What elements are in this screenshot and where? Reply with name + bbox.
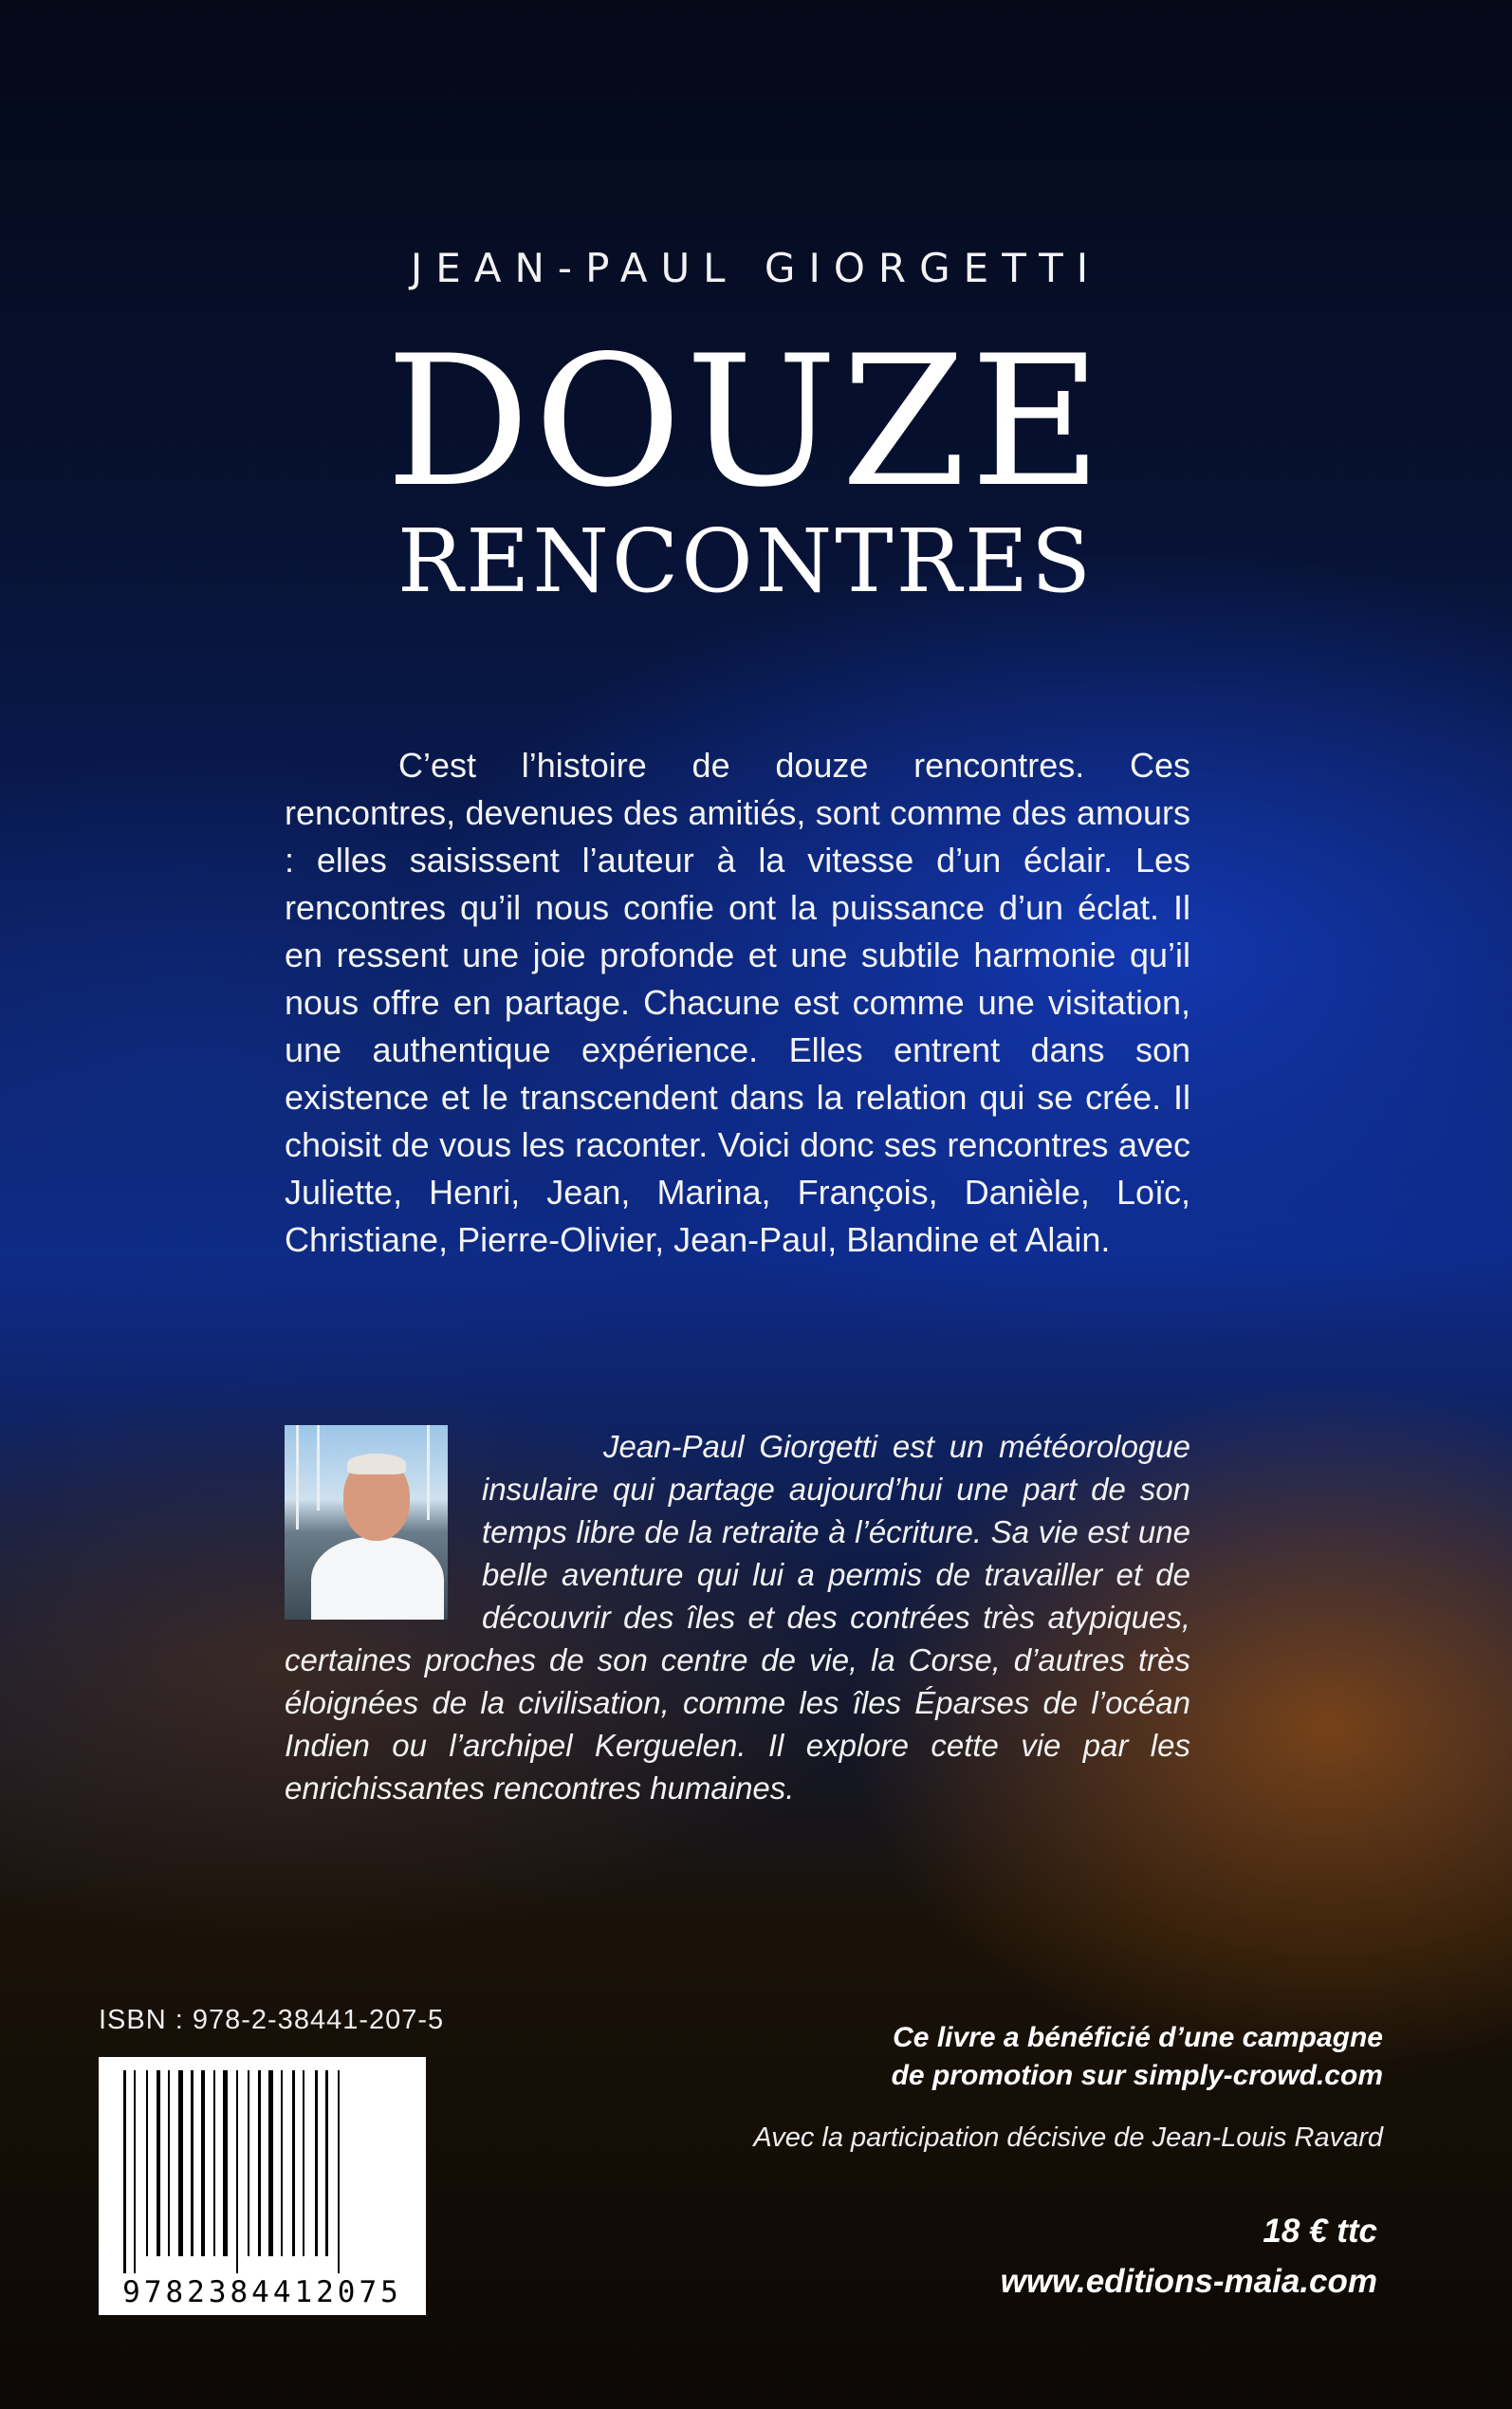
barcode-bar (223, 2070, 228, 2256)
barcode-digits: 9782384412075 (122, 2275, 402, 2309)
barcode-bar (292, 2070, 295, 2256)
book-title-sub: RENCONTRES (396, 510, 1095, 612)
barcode-bars (99, 2057, 426, 2275)
synopsis-paragraph: C’est l’histoire de douze rencontres. Ces rencontres, devenues des amitiés, sont comme des amours : elles saisissent l’auteur à la vitesse d’un éclair. Les rencontres qu’il nous confie ont la puissance d’un éclat. Il en ressent une joie profonde et une subtile harmonie qu’il nous offre en partage. Chacune est comme une visitation, une authentique expérience. Elles entrent dans son existence et le transcendent dans la relation qui se crée. Il choisit de vous les raconter. Voici donc ses rencontres avec Juliette, Henri, Jean, Marina, François, Danièle, Loïc, Christiane, Pierre-Olivier, Jean-Paul, Blandine et Alain. (285, 746, 1190, 1259)
barcode-bar (338, 2070, 340, 2273)
author-bio-block (285, 1425, 1190, 1809)
barcode-bar (201, 2070, 205, 2256)
promo-text (719, 2019, 1383, 2095)
barcode-bar (213, 2070, 215, 2256)
participation-credit: Avec la participation décisive de Jean-Louis Ravard (753, 2122, 1383, 2153)
barcode-bar (258, 2070, 261, 2256)
barcode-bar (268, 2070, 273, 2256)
barcode-bar (236, 2070, 238, 2273)
barcode-bar (146, 2070, 148, 2256)
barcode-bar (325, 2070, 328, 2256)
promo-line-2: de promotion sur simply-crowd.com (891, 2060, 1383, 2091)
promo-line-1: Ce livre a bénéficié d’une campagne (893, 2022, 1383, 2053)
barcode-bar (315, 2070, 318, 2256)
author-photo (285, 1425, 448, 1620)
book-title-main: DOUZE (385, 317, 1106, 527)
barcode-bar (168, 2070, 170, 2256)
author-bio: Jean-Paul Giorgetti est un météorologue insulaire qui partage aujourd’hui une part de son temps libre de la retraite à l’écriture. Sa vie est une belle aventure qui lui a permis de travailler et de découvrir des îles et des contrées très atypiques, certaines proches de son centre de vie, la Corse, d’autres très éloignées de la civilisation, comme les îles Éparses de l’océan Indien ou l’archipel Kerguelen. Il explore cette vie par les enrichissantes rencontres humaines. (285, 1429, 1190, 1806)
barcode-bar (123, 2070, 126, 2273)
isbn-label: ISBN : 978-2-38441-207-5 (99, 2005, 445, 2035)
author-name: JEAN-PAUL GIORGETTI (410, 245, 1102, 291)
price-label: 18 € ttc (1263, 2213, 1377, 2250)
barcode-bar (303, 2070, 304, 2256)
barcode-bar (248, 2070, 249, 2256)
barcode-bar (157, 2070, 160, 2256)
barcode-bar (191, 2070, 194, 2256)
barcode-bar (178, 2070, 183, 2256)
barcode-bar (134, 2070, 136, 2273)
barcode-bar (281, 2070, 283, 2256)
publisher-website: www.editions-maia.com (1000, 2263, 1377, 2300)
barcode (99, 2057, 426, 2315)
